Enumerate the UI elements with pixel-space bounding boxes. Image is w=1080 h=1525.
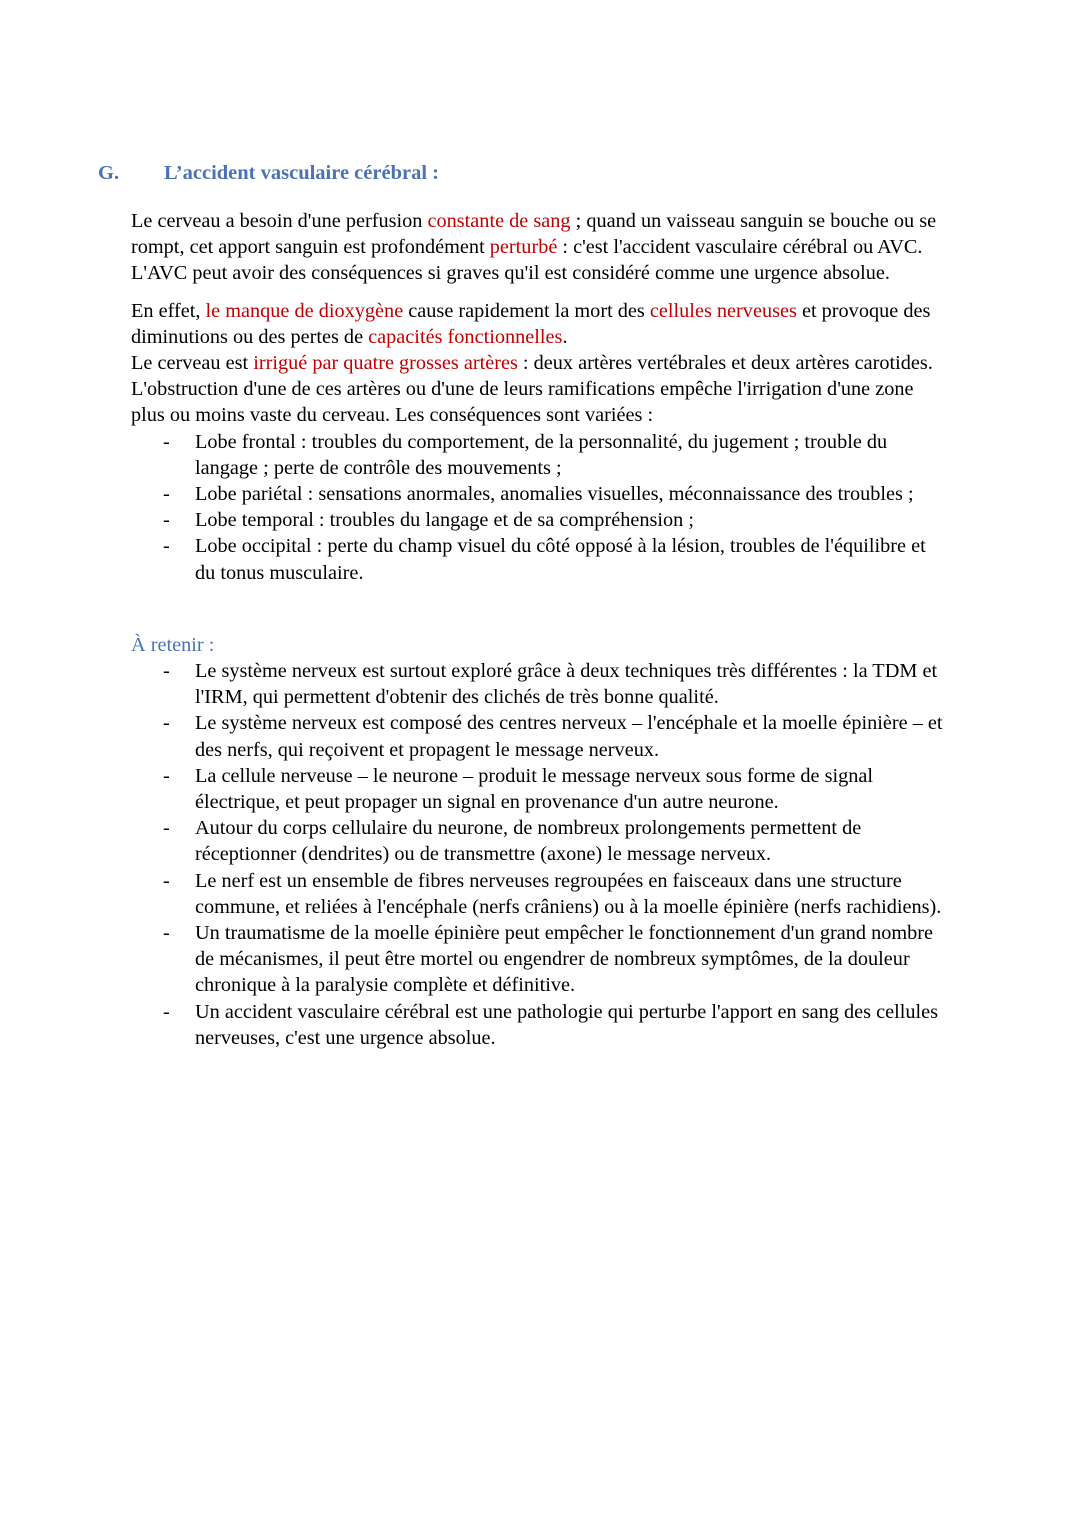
highlight-constante-de-sang: constante de sang	[427, 210, 571, 232]
list-item-text: Un accident vasculaire cérébral est une pathologie qui perturbe l'apport en sang des cellules nerveuses, c'est une urgence absolue.	[195, 1000, 939, 1049]
text-run: En effet,	[131, 299, 206, 322]
text-run: cause rapidement la mort des	[403, 299, 650, 322]
list-item	[131, 920, 949, 999]
list-item-text: Lobe occipital : perte du champ visuel du côté opposé à la lésion, troubles de l'équilibre et du tonus musculaire.	[195, 535, 926, 584]
text-run: et provoque des diminutions ou des pertes de	[131, 299, 931, 348]
dash-marker: -	[163, 1000, 170, 1023]
list-item	[131, 763, 949, 815]
text-run: ; quand un vaisseau sanguin se bouche ou se rompt, cet apport sanguin est profondément	[131, 210, 937, 259]
dash-marker: -	[163, 869, 170, 892]
list-item	[131, 507, 949, 533]
document-content	[98, 160, 949, 1051]
section-heading	[98, 160, 949, 186]
section-spacer	[131, 586, 949, 632]
list-item	[131, 815, 949, 867]
dash-marker: -	[163, 817, 170, 840]
highlight-perturbe: perturbé	[489, 236, 558, 259]
lobes-list	[131, 429, 949, 586]
dash-marker: -	[163, 764, 170, 787]
list-item-text: Un traumatisme de la moelle épinière peut empêcher le fonctionnement d'un grand nombre de mécanismes, il peut être mortel ou engendrer de nombreux symptômes, de la douleur chronique à la paralysie complète et définitive.	[195, 922, 934, 997]
paragraph-irrigation	[131, 350, 949, 429]
list-item-text: La cellule nerveuse – le neurone – produit le message nerveux sous forme de signal électrique, et peut propager un signal en provenance d'un autre neurone.	[195, 764, 874, 814]
text-run: : deux artères vertébrales et deux artères carotides. L'obstruction d'une de ces artères ou d'une de leurs ramifications empêche l'irrigation d'une zone plus ou moins vaste du cerveau. Les conséquences sont variées :	[131, 352, 933, 427]
list-item	[131, 710, 949, 762]
retenir-heading: À retenir :	[131, 633, 215, 656]
list-item-text: Le nerf est un ensemble de fibres nerveuses regroupées en faisceaux dans une structure commune, et reliées à l'encéphale (nerfs crâniens) ou à la moelle épinière (nerfs rachidiens).	[195, 869, 942, 918]
text-run: .	[562, 325, 568, 348]
section-number: G.	[98, 162, 120, 184]
highlight-cellules-nerveuses: cellules nerveuses	[649, 299, 797, 322]
highlight-quatre-grosses-arteres: irrigué par quatre grosses artères	[253, 352, 518, 375]
list-item-text: Le système nerveux est composé des centres nerveux – l'encéphale et la moelle épinière – et des nerfs, qui reçoivent et propagent le message nerveux.	[195, 712, 943, 761]
text-run: Le cerveau a besoin d'une perfusion	[131, 210, 428, 232]
list-item-text: Lobe temporal : troubles du langage et de sa compréhension ;	[195, 509, 694, 532]
dash-marker: -	[163, 483, 170, 506]
dash-marker: -	[163, 922, 170, 945]
list-item	[131, 868, 949, 920]
list-item	[131, 999, 949, 1051]
list-item	[131, 658, 949, 710]
text-run: : c'est l'accident vasculaire cérébral ou AVC. L'AVC peut avoir des conséquences si graves qu'il est considéré comme une urgence absolue.	[131, 236, 923, 285]
section-title: L’accident vasculaire cérébral :	[164, 162, 439, 184]
paragraph-avc-definition	[131, 208, 949, 287]
list-item-text: Lobe frontal : troubles du comportement, de la personnalité, du jugement ; trouble du langage ; perte de contrôle des mouvements ;	[195, 430, 888, 479]
list-item	[131, 429, 949, 481]
list-item-text: Autour du corps cellulaire du neurone, de nombreux prolongements permettent de réceptionner (dendrites) ou de transmettre (axone) le message nerveux.	[195, 817, 862, 866]
dash-marker: -	[163, 712, 170, 735]
list-item-text: Lobe pariétal : sensations anormales, anomalies visuelles, méconnaissance des troubles ;	[195, 483, 914, 506]
dash-marker: -	[163, 660, 170, 683]
dash-marker: -	[163, 535, 170, 558]
list-item	[131, 533, 949, 585]
text-run: Le cerveau est	[131, 352, 254, 375]
retenir-list	[131, 658, 949, 1051]
list-item-text: Le système nerveux est surtout exploré grâce à deux techniques très différentes : la TDM et l'IRM, qui permettent d'obtenir des clichés de très bonne qualité.	[195, 660, 938, 709]
highlight-manque-dioxygene: le manque de dioxygène	[205, 299, 404, 322]
paragraph-dioxygene	[131, 298, 949, 350]
list-item	[131, 481, 949, 507]
highlight-capacites-fonctionnelles: capacités fonctionnelles	[368, 325, 563, 348]
dash-marker: -	[163, 430, 170, 453]
dash-marker: -	[163, 509, 170, 532]
